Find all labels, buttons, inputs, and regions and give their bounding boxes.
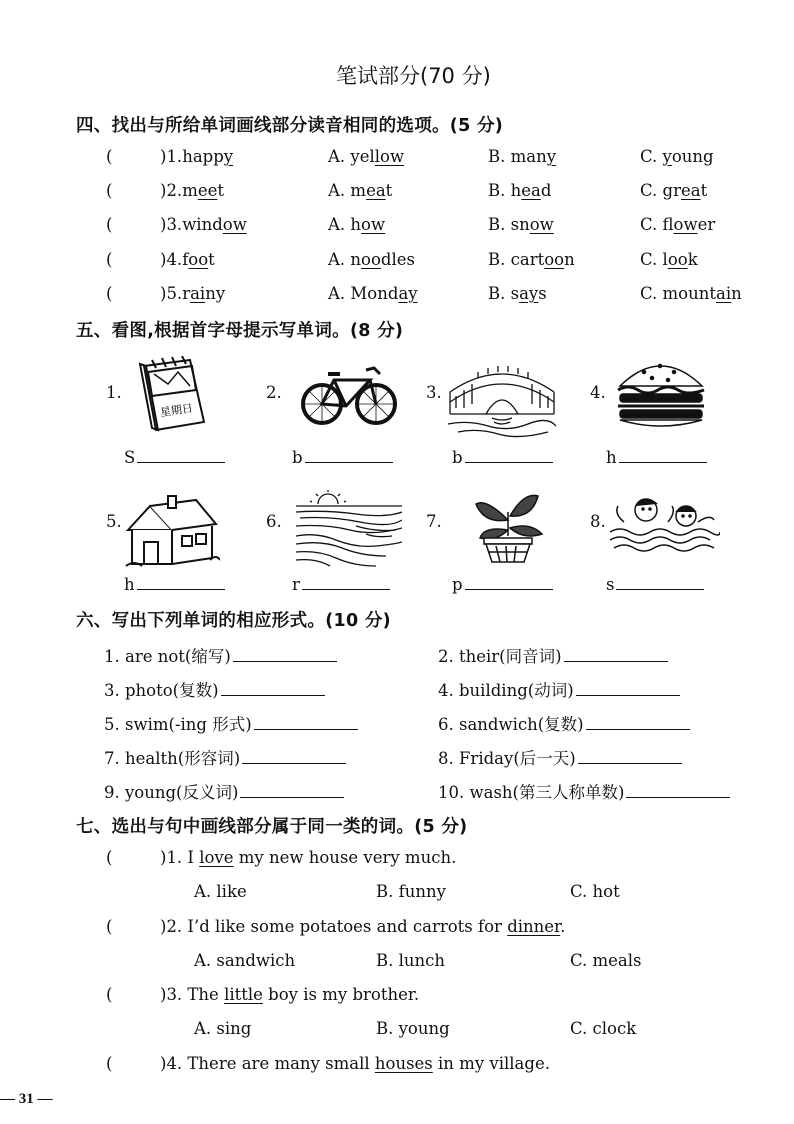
option-c[interactable] (640, 250, 698, 269)
option-b[interactable] (488, 181, 551, 200)
answer-blank[interactable] (120, 181, 156, 203)
initial-letter: b (292, 448, 303, 467)
word-initial-blank[interactable] (452, 448, 553, 467)
picture-number: 8. (590, 512, 606, 531)
option-b[interactable] (488, 215, 554, 234)
word-form-item (438, 779, 730, 803)
option-c[interactable]: C. clock (570, 1019, 637, 1038)
option-text: B. man (488, 147, 547, 166)
underlined-part: ow (222, 215, 247, 234)
question-number: 2. (166, 181, 183, 200)
option-text: C. (640, 147, 663, 166)
word-initial-blank[interactable] (124, 448, 225, 467)
option-text: C. mount (640, 284, 716, 303)
option-text: er (697, 215, 716, 234)
initial-letter: h (124, 575, 135, 594)
answer-line[interactable] (221, 694, 325, 696)
section-5-heading: 五、看图,根据首字母提示写单词。(8 分) (76, 321, 404, 341)
option-text: d (540, 181, 552, 200)
option-a[interactable]: A. like (194, 882, 247, 901)
underlined-word: houses (374, 1054, 433, 1073)
answer-line[interactable] (137, 461, 225, 463)
page-title: 笔试部分(70 分) (336, 64, 491, 88)
option-c[interactable] (640, 147, 714, 166)
underlined-part: ee (197, 181, 218, 200)
question-number: 3. (166, 215, 183, 234)
river-icon (296, 490, 402, 570)
option-c[interactable] (640, 284, 742, 303)
question-word (160, 250, 215, 269)
word-initial-blank[interactable] (124, 575, 225, 594)
answer-bracket-open: ( (106, 848, 113, 867)
answer-bracket-open: ( (106, 181, 113, 200)
option-b[interactable]: B. funny (376, 882, 446, 901)
question-word (160, 284, 225, 303)
underlined-word: dinner (507, 917, 561, 936)
word-form-prompt: 4. building(动词) (438, 681, 574, 700)
question-sentence (160, 848, 456, 867)
answer-line[interactable] (233, 660, 337, 662)
sentence-text: 1. I (166, 848, 200, 867)
sentence-text: . (560, 917, 566, 936)
picture-number: 5. (106, 512, 122, 531)
word-form-item (104, 643, 337, 667)
initial-letter: h (606, 448, 617, 467)
question-number: 1. (166, 147, 183, 166)
option-b[interactable] (488, 147, 556, 166)
word-form-item (104, 677, 325, 701)
underlined-part: oo (188, 250, 209, 269)
picture-number: 1. (106, 383, 122, 402)
option-text: A. n (328, 250, 362, 269)
sentence-text: 2. I’d like some potatoes and carrots for (166, 917, 508, 936)
underlined-word: little (224, 985, 263, 1004)
initial-letter: b (452, 448, 463, 467)
underlined-part: oo (361, 250, 381, 269)
answer-line[interactable] (465, 461, 553, 463)
option-a[interactable] (328, 284, 418, 303)
word-form-item (438, 677, 680, 701)
option-text: B. h (488, 181, 522, 200)
word-form-prompt: 3. photo(复数) (104, 681, 219, 700)
sentence-text: in my village. (432, 1054, 550, 1073)
answer-bracket-open: ( (106, 250, 113, 269)
option-a[interactable] (328, 147, 404, 166)
initial-letter: r (292, 575, 300, 594)
option-a[interactable]: A. sing (194, 1019, 252, 1038)
option-b[interactable]: B. young (376, 1019, 450, 1038)
underlined-part: ea (680, 181, 701, 200)
answer-bracket-close: ) (160, 848, 167, 867)
option-text: B. cart (488, 250, 545, 269)
answer-bracket-open: ( (106, 284, 113, 303)
bicycle-icon (300, 360, 398, 426)
answer-bracket-open: ( (106, 147, 113, 166)
underlined-part: oo (544, 250, 565, 269)
hamburger-icon (614, 356, 708, 430)
word-form-prompt: 10. wash(第三人称单数) (438, 783, 625, 802)
bridge-icon (448, 352, 556, 440)
option-a[interactable] (328, 250, 415, 269)
answer-line[interactable] (254, 728, 358, 730)
option-c[interactable] (640, 215, 715, 234)
answer-bracket-close: ) (160, 284, 167, 303)
option-text: C. fl (640, 215, 674, 234)
answer-blank[interactable] (120, 917, 156, 939)
answer-bracket-close: ) (160, 215, 167, 234)
question-sentence (160, 985, 419, 1004)
option-text: t (700, 181, 708, 200)
answer-bracket-close: ) (160, 1054, 167, 1073)
underlined-word: love (199, 848, 234, 867)
question-number: 5. (166, 284, 183, 303)
section-6-heading: 六、写出下列单词的相应形式。(10 分) (76, 611, 391, 631)
word-text: happ (182, 147, 224, 166)
answer-bracket-close: ) (160, 985, 167, 1004)
section-4-heading: 四、找出与所给单词画线部分读音相同的选项。(5 分) (76, 116, 504, 136)
answer-line[interactable] (578, 762, 682, 764)
underlined-part: ai (716, 284, 732, 303)
answer-blank[interactable] (120, 250, 156, 272)
answer-blank[interactable] (120, 848, 156, 870)
underlined-part: ow (361, 215, 386, 234)
answer-blank[interactable] (120, 284, 156, 306)
underlined-part: low (374, 147, 405, 166)
underlined-part: oo (667, 250, 688, 269)
answer-line[interactable] (616, 588, 704, 590)
calendar-label: 星期日 (159, 401, 194, 420)
answer-bracket-open: ( (106, 215, 113, 234)
page-number: — 31 — (0, 1091, 53, 1107)
option-text: A. yel (328, 147, 375, 166)
answer-line[interactable] (576, 694, 680, 696)
word-form-item (104, 711, 358, 735)
section-7-heading: 七、选出与句中画线部分属于同一类的词。(5 分) (76, 817, 468, 837)
answer-bracket-open: ( (106, 985, 113, 1004)
underlined-part: ea (521, 181, 541, 200)
picture-number: 2. (266, 383, 282, 402)
word-form-prompt: 9. young(反义词) (104, 783, 239, 802)
option-text: B. sn (488, 215, 530, 234)
picture-number: 3. (426, 383, 442, 402)
question-sentence (160, 1054, 550, 1073)
picture-number: 6. (266, 512, 282, 531)
answer-line[interactable] (465, 588, 553, 590)
underlined-part: ay (398, 284, 418, 303)
answer-bracket-open: ( (106, 917, 113, 936)
sentence-text: my new house very much. (233, 848, 457, 867)
underlined-part: ai (190, 284, 206, 303)
answer-bracket-close: ) (160, 917, 167, 936)
answer-line[interactable] (242, 762, 346, 764)
option-b[interactable]: B. lunch (376, 951, 446, 970)
option-text: t (385, 181, 393, 200)
answer-bracket-close: ) (160, 250, 167, 269)
answer-blank[interactable] (120, 147, 156, 169)
word-text: m (182, 181, 198, 200)
option-c[interactable]: C. hot (570, 882, 620, 901)
word-form-prompt: 6. sandwich(复数) (438, 715, 584, 734)
word-form-prompt: 2. their(同音词) (438, 647, 562, 666)
word-initial-blank[interactable] (606, 448, 707, 467)
underlined-part: y (662, 147, 672, 166)
option-text: n (731, 284, 742, 303)
option-text: n (564, 250, 575, 269)
question-word (160, 215, 247, 234)
calendar-sunday-icon (138, 356, 208, 434)
swimming-icon (610, 492, 720, 556)
answer-line[interactable] (626, 796, 730, 798)
initial-letter: s (606, 575, 615, 594)
potted-plant-icon (472, 490, 546, 566)
option-text: B. s (488, 284, 520, 303)
word-initial-blank[interactable] (292, 575, 390, 594)
option-text: C. l (640, 250, 668, 269)
house-icon (124, 490, 220, 570)
option-c[interactable] (640, 181, 707, 200)
underlined-part: ay (519, 284, 539, 303)
option-c[interactable]: C. meals (570, 951, 642, 970)
option-a[interactable]: A. sandwich (194, 951, 296, 970)
answer-line[interactable] (302, 588, 390, 590)
option-b[interactable] (488, 250, 575, 269)
option-a[interactable] (328, 215, 385, 234)
word-form-prompt: 7. health(形容词) (104, 749, 241, 768)
option-text: A. Mond (328, 284, 399, 303)
word-form-prompt: 8. Friday(后一天) (438, 749, 576, 768)
option-text: C. gr (640, 181, 681, 200)
answer-blank[interactable] (120, 215, 156, 237)
option-text: k (687, 250, 698, 269)
word-initial-blank[interactable] (452, 575, 553, 594)
word-initial-blank[interactable] (606, 575, 704, 594)
option-a[interactable] (328, 181, 392, 200)
answer-blank[interactable] (120, 1054, 156, 1076)
underlined-part: ow (673, 215, 698, 234)
picture-number: 4. (590, 383, 606, 402)
answer-line[interactable] (586, 728, 690, 730)
word-form-prompt: 5. swim(-ing 形式) (104, 715, 252, 734)
option-text: dles (380, 250, 415, 269)
answer-line[interactable] (619, 461, 707, 463)
sentence-text: 4. There are many small (166, 1054, 375, 1073)
picture-number: 7. (426, 512, 442, 531)
initial-letter: S (124, 448, 136, 467)
answer-bracket-close: ) (160, 147, 167, 166)
option-text: oung (671, 147, 714, 166)
word-text: r (182, 284, 191, 303)
word-text: f (182, 250, 189, 269)
word-text: wind (182, 215, 223, 234)
word-initial-blank[interactable] (292, 448, 393, 467)
word-form-item (438, 745, 682, 769)
answer-line[interactable] (137, 588, 225, 590)
question-number: 4. (166, 250, 183, 269)
word-text: t (208, 250, 215, 269)
word-form-item (438, 711, 690, 735)
word-form-item (104, 745, 346, 769)
option-text: A. m (328, 181, 367, 200)
answer-bracket-close: ) (160, 181, 167, 200)
answer-line[interactable] (305, 461, 393, 463)
question-word (160, 147, 233, 166)
answer-blank[interactable] (120, 985, 156, 1007)
option-b[interactable] (488, 284, 547, 303)
sentence-text: 3. The (166, 985, 225, 1004)
word-form-item (438, 643, 668, 667)
word-form-item (104, 779, 344, 803)
option-text: A. h (328, 215, 362, 234)
underlined-part: ow (529, 215, 554, 234)
option-text: s (538, 284, 547, 303)
word-text: ny (205, 284, 226, 303)
initial-letter: p (452, 575, 463, 594)
word-text: t (217, 181, 225, 200)
word-form-prompt: 1. are not(缩写) (104, 647, 231, 666)
sentence-text: boy is my brother. (262, 985, 420, 1004)
underlined-part: ea (366, 181, 386, 200)
question-sentence (160, 917, 565, 936)
question-word (160, 181, 224, 200)
answer-bracket-open: ( (106, 1054, 113, 1073)
underlined-part: y (546, 147, 557, 166)
underlined-part: y (223, 147, 234, 166)
answer-line[interactable] (240, 796, 344, 798)
answer-line[interactable] (564, 660, 668, 662)
